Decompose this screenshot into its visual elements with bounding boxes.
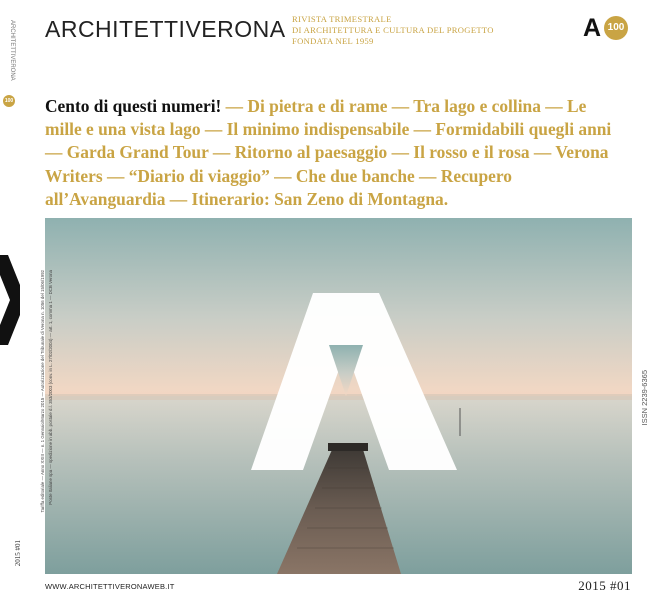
- spine-title: ARCHITETTIVERONA: [9, 20, 15, 81]
- legal-line: Tariffa editoriale — Anno XXIII — n. 1 Gennaio/Marzo 2015 — Autorizzazione del Tribunale di Verona n. 1056 del 15/06/1992: [40, 270, 45, 513]
- spine-badge: 100: [3, 95, 15, 107]
- legal-info: [40, 270, 70, 570]
- tagline-line: DI ARCHITETTURA E CULTURA DEL PROGETTO: [292, 25, 494, 35]
- tagline-line: FONDATA NEL 1959: [292, 36, 374, 46]
- issn: ISSN 2239-6365: [640, 370, 649, 426]
- logo: [583, 14, 635, 42]
- logo-badge: 100: [604, 16, 628, 40]
- masthead-title: ARCHITETTIVERONA: [45, 16, 286, 42]
- tagline-line: RIVISTA TRIMESTRALE: [292, 14, 392, 24]
- legal-line: Poste Italiane spa — spedizione in abb. postale d.l. 353/2003 (conv. in L. 27/02/2004) — art. 1, comma 1 — DCB Verona: [48, 270, 53, 505]
- spine-a-mark-icon: [0, 255, 20, 345]
- cover-photo: [45, 218, 632, 574]
- masthead-tagline: [292, 14, 494, 47]
- headline-lead: Cento di questi numeri!: [45, 96, 222, 116]
- logo-letter: A: [583, 14, 602, 42]
- issue-number: 2015 #01: [578, 578, 631, 593]
- cover-headline: [45, 95, 615, 211]
- spine-issue: 2015 #01: [14, 540, 22, 567]
- website-link[interactable]: WWW.ARCHITETTIVERONAWEB.IT: [45, 582, 175, 591]
- headline-topics: — Di pietra e di rame — Tra lago e collina — Le mille e una vista lago — Il minimo indispensabile — Formidabili quegli anni — Garda Grand Tour — Ritorno al paesaggio — Il rosso e il rosa — Verona Writers — “Diario di viaggio” — Che due banche — Recupero all’Avanguardia — Itinerario: San Zeno di Montagna.: [45, 96, 612, 209]
